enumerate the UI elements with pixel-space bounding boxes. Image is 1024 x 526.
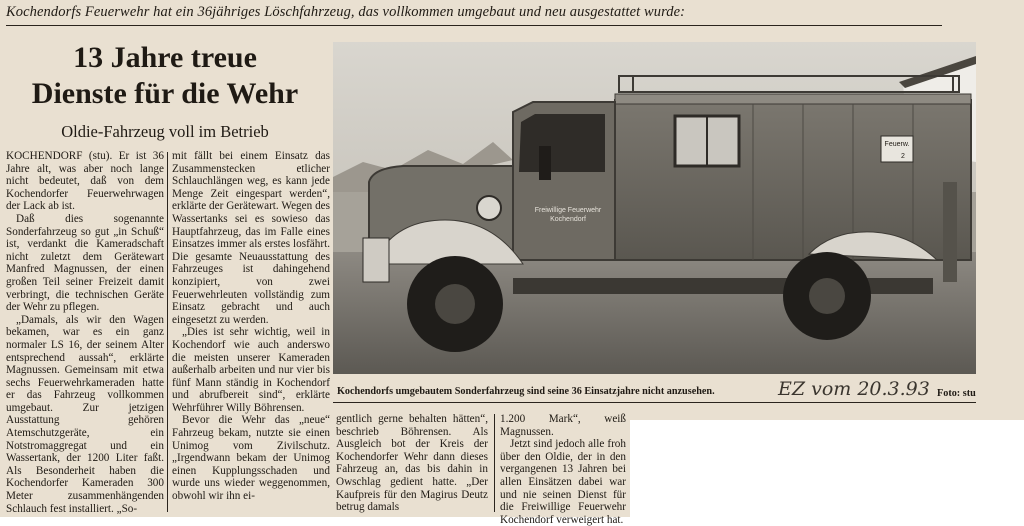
paragraph: Jetzt sind jedoch alle froh über den Oldie, der in den vergangenen 13 Jahren bei allen Einsätzen dabei war und nie seinen Dienst für die Freiwillige Feuerwehr Kochendorf verweigert hat. xyxy=(500,438,626,526)
subheadline: Oldie-Fahrzeug voll im Betrieb xyxy=(61,122,269,141)
newspaper-clipping-edge xyxy=(630,418,1024,420)
column-divider xyxy=(494,414,495,512)
paragraph: KOCHENDORF (stu). Er ist 36 Jahre alt, was aber noch lange nicht bedeutet, daß von dem Kochendorfer Feuerwehrwagen der Lack ab ist. xyxy=(6,150,164,213)
article-column-4 xyxy=(500,413,626,526)
paragraph: „Dies ist sehr wichtig, weil in Kochendorf wie auch anderswo die meisten unserer Kameraden außerhalb arbeiten und nur vier bis fünf Mann ständig in Kochendorf und abrufbereit sind“, erklärte Wehrführer Willy Böhrensen. xyxy=(172,326,330,414)
paragraph: 1.200 Mark“, weiß Magnussen. xyxy=(500,413,626,438)
door-sign-line-1: Feuerw. xyxy=(884,141,910,148)
photo-credit: Foto: stu xyxy=(937,388,976,399)
door-lettering-line-2: Kochendorf xyxy=(550,216,586,223)
fire-truck-photo xyxy=(333,42,976,374)
article-column-1 xyxy=(6,150,164,515)
kicker-line: Kochendorfs Feuerwehr hat ein 36jähriges Löschfahrzeug, das vollkommen umgebaut und neu ausgestattet wurde: xyxy=(6,4,686,20)
door-lettering-line-1: Freiwillige Feuerwehr xyxy=(534,207,602,214)
column-divider xyxy=(167,152,168,512)
door-sign-line-2: 2 xyxy=(901,153,905,160)
paragraph: „Damals, als wir den Wagen bekamen, war es ein ganz normaler LS 16, der seinem Alter entsprechend aussah“, erklärte Magnussen. Gemeinsam mit etwa sechs Feuerwehrkameraden hatte er das Fahrzeug vollkommen umgebaut. Zur jetzigen Ausstattung gehören Atemschutzgeräte, ein Notstromaggregat und ein Wassertank, der 1200 Liter faßt. Als Besonderheit haben die Kochendorfer Kameraden 300 Meter zusammenhängenden Schlauch fest installiert. „So- xyxy=(6,313,164,515)
paragraph: mit fällt bei einem Einsatz das Zusammenstecken etlicher Schlauchlängen weg, es kann jede Menge Zeit eingespart werden“, erklärte der Gerätewart. Wegen des Wassertanks sei es sowieso das Hauptfahrzeug, das im Falle eines Einsatzes immer als erstes losfährt. Die gesamte Neuausstattung des Fahrzeuges ist dahingehend konzipiert, von zwei Feuerwehrleuten vollständig zum Einsatz gebracht und auch eingesetzt zu werden. xyxy=(172,150,330,326)
paragraph: Bevor die Wehr das „neue“ Fahrzeug bekam, nutzte sie einen Unimog vom Zivilschutz. „Irgendwann bekam der Unimog einen Kupplungsschaden und wurde uns wieder weggenommen, obwohl wir ihn ei- xyxy=(172,414,330,503)
handwritten-date-note: EZ vom 20.3.93 xyxy=(778,378,930,400)
paragraph: gentlich gerne behalten hätten“, beschrieb Böhrensen. Als Ausgleich bot der Kreis der Kochendorfer Wehr dann dieses Fahrzeug an, das bis dahin in Owschlag gedient hatte. „Der Kaufpreis für den Magirus Deutz betrug damals xyxy=(336,413,488,514)
paragraph: Daß dies sogenannte Sonderfahrzeug so gut „in Schuß“ ist, verdankt die Kameradschaft nicht zuletzt dem Gerätewart Manfred Magnussen, der einen großen Teil seiner Freizeit damit verbringt, die technischen Geräte der Wehr zu pflegen. xyxy=(6,212,164,314)
headline xyxy=(4,40,326,112)
article-column-2 xyxy=(172,150,330,503)
kicker-rule xyxy=(6,25,942,26)
headline-line-2: Dienste für die Wehr xyxy=(31,77,299,110)
photo-caption: Kochendorfs umgebautem Sonderfahrzeug sind seine 36 Einsatzjahre nicht anzusehen. xyxy=(337,386,715,397)
caption-rule xyxy=(333,402,976,403)
fire-truck-illustration xyxy=(333,42,976,374)
headline-line-1: 13 Jahre treue xyxy=(73,41,257,74)
article-column-3 xyxy=(336,413,488,514)
